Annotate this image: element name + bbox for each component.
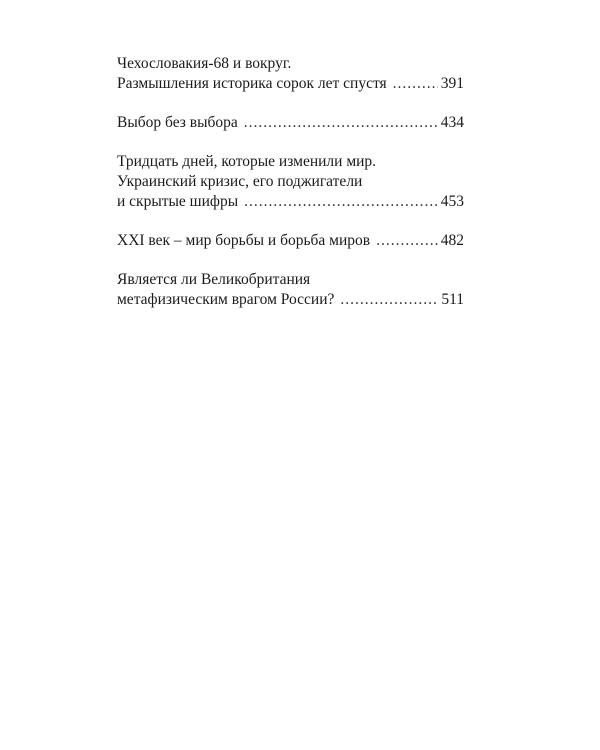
toc-entry-title-line: Выбор без выбора [117,114,238,131]
toc-entry-xxi-century[interactable] [117,231,464,251]
toc-entry-last-line [117,192,464,212]
toc-entry-title-line: метафизическим врагом России? [117,291,335,308]
toc-entry-last-line [117,74,464,94]
toc-entry-title-line: Чехословакия-68 и вокруг. [117,55,292,72]
toc-entry-title-line: Является ли Великобритания [117,271,311,288]
page-number: 453 [440,193,464,210]
toc-entry-last-line [117,231,464,251]
toc-entry-great-britain[interactable] [117,270,464,310]
toc-entry-choice[interactable] [117,113,464,133]
toc-entry-title-line: Украинский кризис, его поджигатели [117,173,363,190]
dot-leader [376,231,438,251]
toc-entry-czechoslovakia[interactable] [117,54,464,94]
toc-entry-title-line: и скрытые шифры [117,193,239,210]
page-number: 391 [440,75,464,92]
page-number: 434 [440,114,464,131]
dot-leader [244,192,438,212]
toc-entry-title-line: Тридцать дней, которые изменили мир. [117,153,377,170]
toc-entry-title-line: XXI век – мир борьбы и борьба миров [117,232,371,249]
dot-leader [244,113,438,133]
dot-leader [393,74,438,94]
toc-entry-last-line [117,113,464,133]
page-number: 482 [440,232,464,249]
dot-leader [340,290,438,310]
page-number: 511 [441,291,464,308]
table-of-contents [117,54,464,310]
toc-entry-last-line [117,290,464,310]
toc-entry-title-line: Размышления историка сорок лет спустя [117,75,387,92]
toc-entry-thirty-days[interactable] [117,152,464,212]
